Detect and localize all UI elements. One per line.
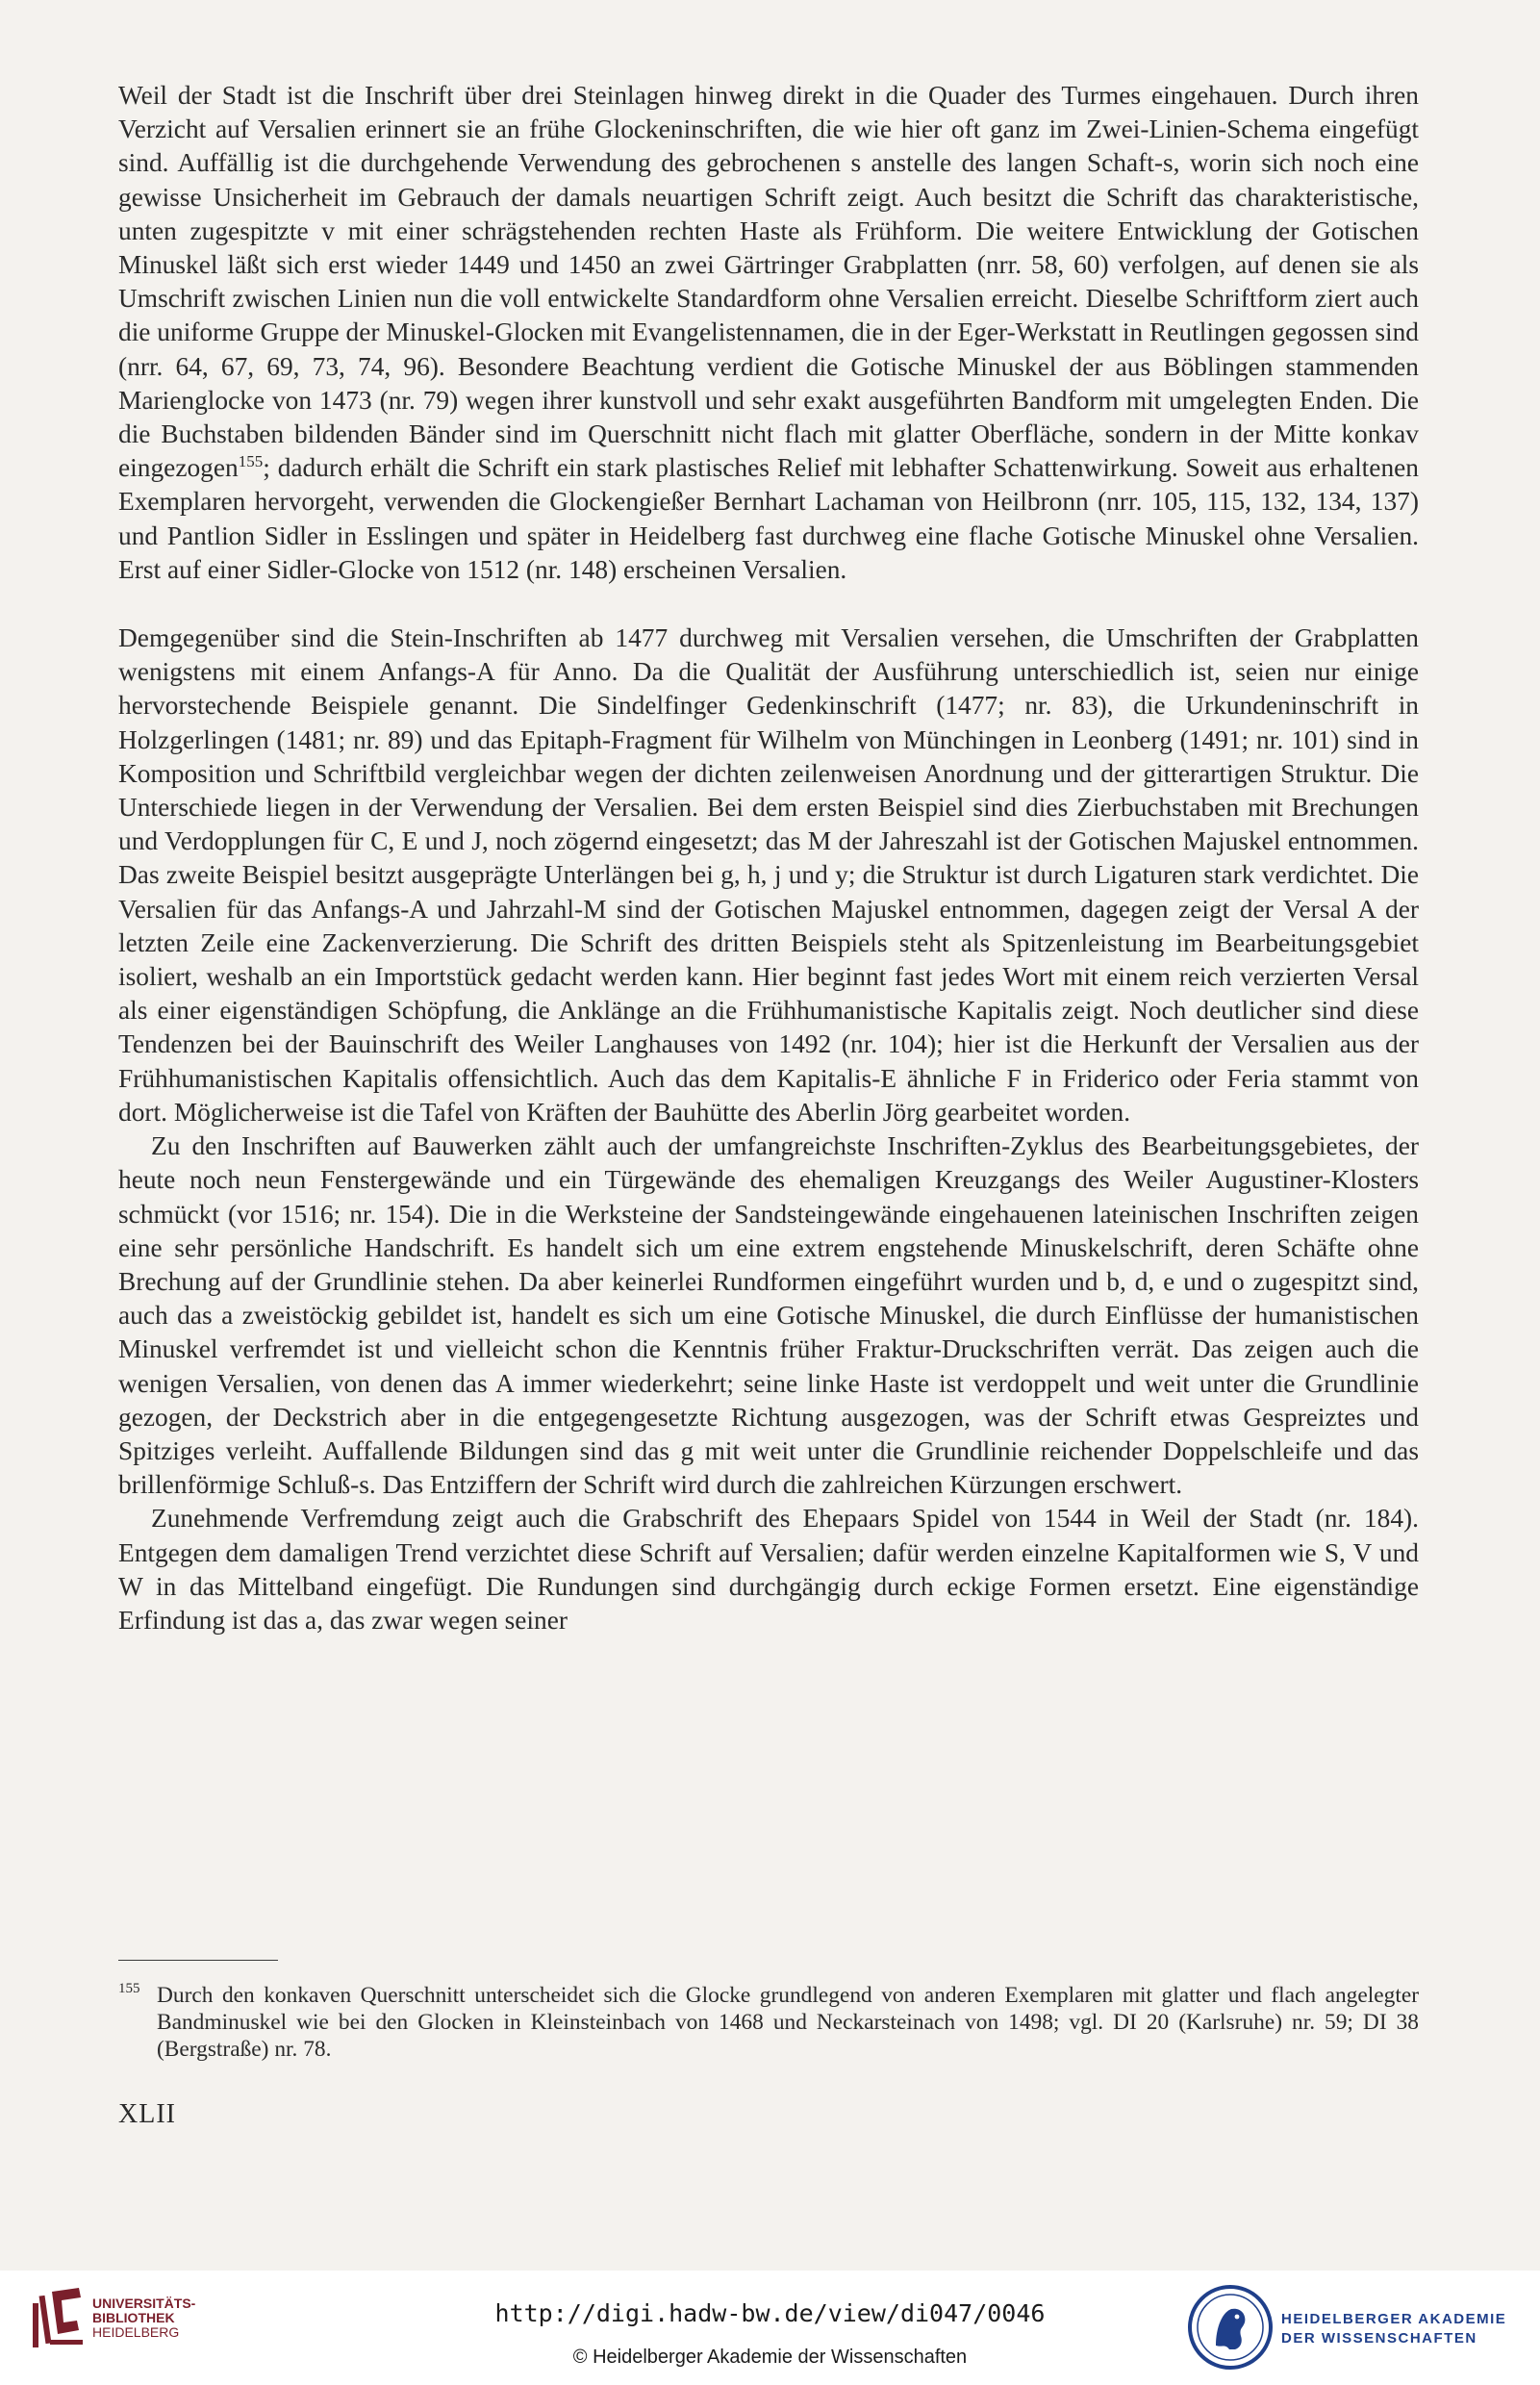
paragraph-1-end: ; dadurch erhält die Schrift ein stark plastisches Relief mit lebhafter Schattenwirkung. Soweit aus erhaltenen Exemplaren hervorgeht, verwenden die Glockengießer Bernhart Lachaman von Heilbronn (nrr. 105, 115, 132, 134, 137) und Pantlion Sidler in Esslingen und später in Heidelberg fast durchweg eine flache Gotische Minuskel ohne Versalien. Erst auf einer Sidler-Glocke von 1512 (nr. 148) erscheinen Versalien. [118,453,1419,584]
paragraph-2: Demgegenüber sind die Stein-Inschriften ab 1477 durchweg mit Versalien versehen, die Umschriften der Grabplatten wenigstens mit einem Anfangs-A für Anno. Da die Qualität der Ausführung unterschiedlich ist, seien nur einige hervorstechende Beispiele genannt. Die Sindelfinger Gedenkinschrift (1477; nr. 83), die Urkundeninschrift in Holzgerlingen (1481; nr. 89) und das Epitaph-Fragment für Wilhelm von Münchingen in Leonberg (1491; nr. 101) sind in Komposition und Schriftbild vergleichbar wegen der dichten zeilenweisen Anordnung und der gitterartigen Struktur. Die Unterschiede liegen in der Verwendung der Versalien. Bei dem ersten Beispiel sind dies Zierbuchstaben mit Brechungen und Verdopplungen für C, E und J, noch zögernd eingesetzt; das M der Jahreszahl ist der Gotischen Majuskel entnommen. Das zweite Beispiel besitzt ausgeprägte Unterlängen bei g, h, j und y; die Struktur ist durch Ligaturen stark verdichtet. Die Versalien für das Anfangs-A und Jahrzahl-M sind der Gotischen Majuskel entnommen, dagegen zeigt der Versal A der letzten Zeile eine Zackenverzierung. Die Schrift des dritten Beispiels steht als Spitzenleistung im Bearbeitungsgebiet isoliert, weshalb an ein Importstück gedacht werden kann. Hier beginnt fast jedes Wort mit einem reich verzierten Versal als einer eigenständigen Schöpfung, die Anklänge an die Frühhumanistische Kapitalis zeigt. Noch deutlicher sind diese Tendenzen bei der Bauinschrift des Weiler Langhauses von 1492 (nr. 104); hier ist die Herkunft der Versalien aus der Frühhumanistischen Kapitalis offensichtlich. Auch das dem Kapitalis-E ähnliche F in Friderico oder Feria stammt von dort. Möglicherweise ist die Tafel von Kräften der Bauhütte des Aberlin Jörg gearbeitet worden. [118,623,1419,1127]
academy-name[interactable] [1281,2310,1506,2348]
paragraph-1 [118,79,1419,587]
footnote-number: 155 [118,1981,140,1996]
footer-bar [0,2271,1540,2385]
body-text [118,79,1419,1637]
academy-line-1: HEIDELBERGER AKADEMIE [1281,2311,1507,2327]
page-number: XLII [118,2099,176,2129]
footnote-divider [118,1960,278,1961]
paragraph-4: Zunehmende Verfremdung zeigt auch die Grabschrift des Ehepaars Spidel von 1544 in Weil der Stadt (nr. 184). Entgegen dem damaligen Trend verzichtet diese Schrift auf Versalien; dafür werden einzelne Kapitalformen wie S, V und W in das Mittelband eingefügt. Die Rundungen sind durchgängig durch eckige Formen ersetzt. Eine eigenständige Erfindung ist das a, das zwar wegen seiner [118,1504,1419,1635]
footnote-155 [118,1982,1419,2063]
library-line-1: UNIVERSITÄTS- [92,2296,196,2311]
library-line-3: HEIDELBERG [92,2324,180,2340]
paragraph-3: Zu den Inschriften auf Bauwerken zählt auch der umfangreichste Inschriften-Zyklus des Bearbeitungsgebietes, der heute noch neun Fenstergewände und ein Türgewände des ehemaligen Kreuzgangs des Weiler Augustiner-Klosters schmückt (vor 1516; nr. 154). Die in die Werksteine der Sandsteingewände eingehauenen lateinischen Inschriften zeigen eine sehr persönliche Handschrift. Es handelt sich um eine extrem engstehende Minuskelschrift, deren Schäfte ohne Brechung auf der Grundlinie stehen. Da aber keinerlei Rundformen eingeführt wurden und b, d, e und o zugespitzt sind, auch das a zweistöckig gebildet ist, handelt es sich um eine Gotische Minuskel, die durch Einflüsse der humanistischen Minuskel verfremdet ist und vielleicht schon die Kenntnis früher Fraktur-Druckschriften verrät. Das zeigen auch die wenigen Versalien, von denen das A immer wiederkehrt; seine linke Haste ist verdoppelt und weit unter die Grundlinie gezogen, der Deckstrich aber in die entgegengesetzte Richtung ausgezogen, was der Schrift etwas Gespreiztes und Spitziges verleiht. Auffallende Bildungen sind das g mit weit unter die Grundlinie reichender Doppelschleife und das brillenförmige Schluß-s. Das Entziffern der Schrift wird durch die zahlreichen Kürzungen erschwert. [118,1131,1419,1500]
library-line-2: BIBLIOTHEK [92,2310,175,2325]
footnote [118,1982,1419,2063]
copyright-notice: © Heidelberger Akademie der Wissenschaften [572,2347,968,2368]
footnote-reference[interactable]: 155 [238,452,264,471]
footnote-text: Durch den konkaven Querschnitt unterscheidet sich die Glocke grundlegend von anderen Exemplaren mit glatter und flach angelegter Bandminuskel wie bei den Glocken in Kleinsteinbach von 1468 und Neckarsteinach von 1498; vgl. DI 20 (Karlsruhe) nr. 59; DI 38 (Bergstraße) nr. 78. [157,1983,1419,2062]
source-url-link[interactable]: http://digi.hadw-bw.de/view/di047/0046 [494,2299,1046,2327]
academy-line-2: DER WISSENSCHAFTEN [1281,2330,1477,2347]
paragraph-1-text: Weil der Stadt ist die Inschrift über drei Steinlagen hinweg direkt in die Quader des Turmes eingehauen. Durch ihren Verzicht auf Versalien erinnert sie an frühe Glockeninschriften, die wie hier oft ganz im Zwei-Linien-Schema eingefügt sind. Auffällig ist die durchgehende Verwendung des gebrochenen s anstelle des langen Schaft-s, worin sich noch eine gewisse Unsicherheit im Gebrauch der damals neuartigen Schrift zeigt. Auch besitzt die Schrift das charakteristische, unten zugespitzte v mit einer schrägstehenden rechten Haste als Frühform. Die weitere Entwicklung der Gotischen Minuskel läßt sich erst wieder 1449 und 1450 an zwei Gärtringer Grabplatten (nrr. 58, 60) verfolgen, auf denen sie als Umschrift zwischen Linien nun die voll entwickelte Standardform ohne Versalien erreicht. Dieselbe Schriftform ziert auch die uniforme Gruppe der Minuskel-Glocken mit Evangelistennamen, die in der Eger-Werkstatt in Reutlingen gegossen sind (nrr. 64, 67, 69, 73, 74, 96). Besondere Beachtung verdient die Gotische Minuskel der aus Böblingen stammenden Marienglocke von 1473 (nr. 79) wegen ihrer kunstvoll und sehr exakt ausgeführten Bandform mit umgelegten Enden. Die die Buchstaben bildenden Bänder sind im Querschnitt nicht flach mit glatter Oberfläche, sondern in der Mitte konkav eingezogen [118,81,1419,483]
academy-seal-logo-icon[interactable] [1187,2284,1274,2371]
